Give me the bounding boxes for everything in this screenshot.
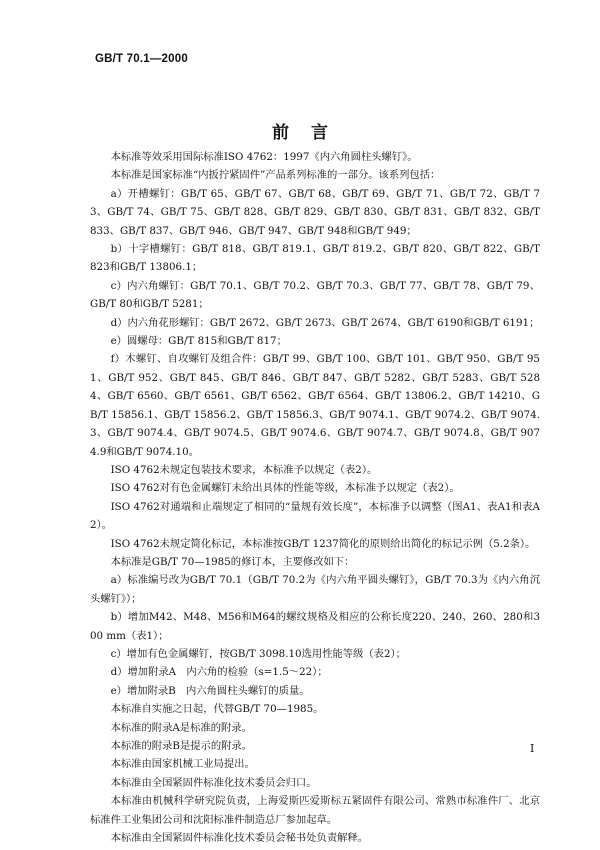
preface-body bbox=[90, 148, 540, 847]
paragraph: f）木螺钉、自攻螺钉及组合件：GB/T 99、GB/T 100、GB/T 101、GB/T 950、GB/T 951、GB/T 952、GB/T 845、GB/T 846、GB/T 847、GB/T 5282、GB/T 5283、GB/T 5284、GB/T 6560、GB/T 6561、GB/T 6562、GB/T 6564、GB/T 13806.2、GB/T 14210、GB/T 15856.1、GB/T 15856.2、GB/T 15856.3、GB/T 9074.1、GB/T 9074.2、GB/T 9074.3、GB/T 9074.4、GB/T 9074.5、GB/T 9074.6、GB/T 9074.7、GB/T 9074.8、GB/T 9074.9和GB/T 9074.10。 bbox=[90, 353, 540, 458]
paragraph: ISO 4762对通端和止端规定了相同的“量规有效长度”，本标准予以调整（图A1、表A1和表A2）。 bbox=[90, 500, 540, 532]
paragraph: a）开槽螺钉：GB/T 65、GB/T 67、GB/T 68、GB/T 69、GB/T 71、GB/T 72、GB/T 73、GB/T 74、GB/T 75、GB/T 828、GB/T 829、GB/T 830、GB/T 831、GB/T 832、GB/T 833、GB/T 837、GB/T 946、GB/T 947、GB/T 948和GB/T 949； bbox=[90, 187, 540, 237]
paragraph: d）增加附录A 内六角的检验（s=1.5～22）； bbox=[110, 666, 328, 679]
paragraph: e）圆螺母：GB/T 815和GB/T 817； bbox=[110, 335, 287, 348]
paragraph: 本标准由机械科学研究院负责，上海爱斯匹爱斯标五紧固件有限公司、常熟市标准件厂、北京标准件工业集团公司和沈阳标准件制造总厂参加起草。 bbox=[90, 795, 540, 826]
paragraph: 本标准自实施之日起，代替GB/T 70—1985。 bbox=[110, 703, 324, 716]
paragraph: 本标准由全国紧固件标准化技术委员会秘书处负责解释。 bbox=[110, 832, 369, 845]
paragraph: a）标准编号改为GB/T 70.1（GB/T 70.2为《内六角平圆头螺钉》，GB/T 70.3为《内六角沉头螺钉》）； bbox=[90, 574, 540, 605]
paragraph: 本标准的附录A是标准的附录。 bbox=[110, 721, 252, 734]
paragraph: b）十字槽螺钉：GB/T 818、GB/T 819.1、GB/T 819.2、GB/T 820、GB/T 822、GB/T 823和GB/T 13806.1； bbox=[90, 243, 540, 274]
paragraph: d）内六角花形螺钉：GB/T 2672、GB/T 2673、GB/T 2674、GB/T 6190和GB/T 6191； bbox=[110, 316, 540, 329]
paragraph: ISO 4762未规定包装技术要求，本标准予以规定（表2）。 bbox=[110, 463, 378, 476]
paragraph: ISO 4762未规定简化标记，本标准按GB/T 1237简化的原则给出简化的标记示例（5.2条）。 bbox=[110, 537, 536, 550]
paragraph: 本标准由国家机械工业局提出。 bbox=[110, 758, 255, 771]
paragraph: c）增加有色金属螺钉，按GB/T 3098.10选用性能等级（表2）； bbox=[110, 647, 406, 660]
paragraph: 本标准的附录B是提示的附录。 bbox=[110, 740, 253, 752]
paragraph: 本标准由全国紧固件标准化技术委员会归口。 bbox=[110, 776, 317, 789]
page-title: 前言 bbox=[272, 123, 350, 143]
paragraph: e）增加附录B 内六角圆柱头螺钉的质量。 bbox=[110, 684, 310, 697]
paragraph: b）增加M42、M48、M56和M64的螺纹规格及相应的公称长度220、240、260、280和300 mm（表1）； bbox=[90, 611, 540, 642]
paragraph: 本标准是国家标准“内扳拧紧固件”产品系列标准的一部分。该系列包括： bbox=[110, 169, 441, 182]
paragraph: 本标准等效采用国际标准ISO 4762：1997《内六角圆柱头螺钉》。 bbox=[110, 151, 418, 163]
standard-code: GB/T 70.1—2000 bbox=[95, 53, 188, 65]
paragraph: c）内六角螺钉：GB/T 70.1、GB/T 70.2、GB/T 70.3、GB/T 77、GB/T 78、GB/T 79、GB/T 80和GB/T 5281； bbox=[90, 279, 540, 311]
paragraph: ISO 4762对有色金属螺钉未给出具体的性能等级，本标准予以规定（表2）。 bbox=[110, 482, 460, 495]
paragraph: 本标准是GB/T 70—1985的修订本，主要修改如下： bbox=[110, 555, 355, 568]
page-number: I bbox=[530, 742, 535, 755]
